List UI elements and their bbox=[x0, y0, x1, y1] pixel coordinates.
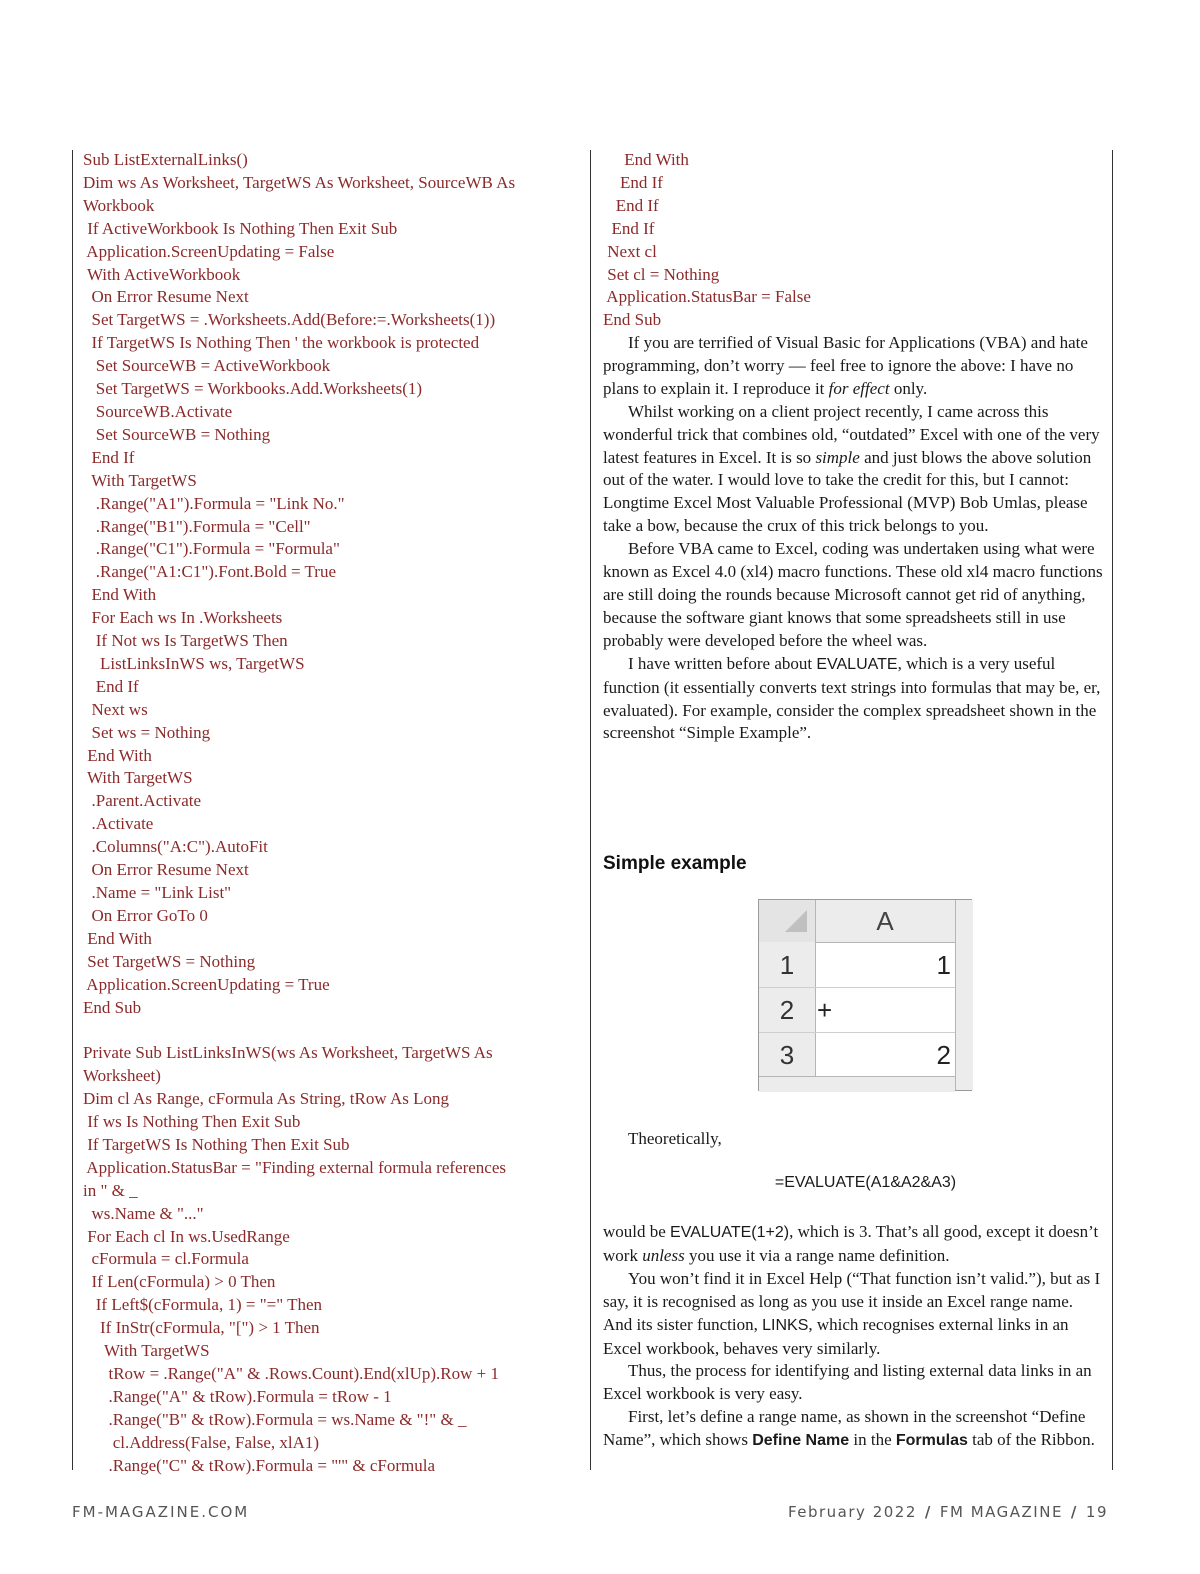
code-line: ws.Name & "..." bbox=[83, 1203, 204, 1223]
footer-page-number: 19 bbox=[1085, 1503, 1108, 1521]
code-line: .Parent.Activate bbox=[83, 791, 202, 811]
code-line: With TargetWS bbox=[83, 768, 193, 788]
code-line: On Error Resume Next bbox=[83, 860, 249, 880]
cell-a1: 1 bbox=[936, 950, 951, 980]
select-all-triangle-icon bbox=[785, 910, 807, 932]
footer-date: February 2022 bbox=[787, 1503, 917, 1521]
code-line: Worksheet) bbox=[83, 1066, 161, 1086]
code-line: Set TargetWS = Workbooks.Add.Worksheets(1) bbox=[83, 379, 423, 399]
code-line: Application.ScreenUpdating = True bbox=[83, 974, 330, 994]
footer-separator: / bbox=[924, 1503, 932, 1521]
footer-magazine: FM MAGAZINE bbox=[939, 1503, 1063, 1521]
code-line: On Error Resume Next bbox=[83, 287, 249, 307]
code-line: If ActiveWorkbook Is Nothing Then Exit Sub bbox=[83, 218, 398, 238]
row-header-1: 1 bbox=[779, 950, 795, 980]
code-line: Set SourceWB = ActiveWorkbook bbox=[83, 356, 331, 376]
code-line: .Range("A1:C1").Font.Bold = True bbox=[83, 562, 336, 582]
code-line: Workbook bbox=[83, 195, 155, 215]
excel-simple-example-screenshot bbox=[758, 899, 972, 1091]
right-column-rule bbox=[1112, 150, 1113, 1470]
code-line: Application.ScreenUpdating = False bbox=[83, 241, 335, 261]
code-line: If Left$(cFormula, 1) = "=" Then bbox=[83, 1295, 323, 1315]
paragraph-process-easy: Thus, the process for identifying and listing external data links in an Excel workbook is very easy. bbox=[603, 1361, 1092, 1404]
paragraph-links-function: You won’t find it in Excel Help (“That function isn’t valid.”), but as I say, it is recognised as long as you use it inside an Excel range name. And its sister function, LINKS, which recognises external links in an Excel workbook, behaves very similarly. bbox=[603, 1268, 1101, 1358]
row-header-2: 2 bbox=[779, 995, 795, 1025]
paragraph-xl4-history: Before VBA came to Excel, coding was undertaken using what were known as Excel 4.0 (xl4) macro functions. These old xl4 macro functions are still doing the rounds because Microsoft cannot get rid of anything, because the software giant knows that some spreadsheets still in use probably were developed before the wheel was. bbox=[603, 539, 1103, 650]
select-all-corner bbox=[759, 900, 815, 942]
gridline bbox=[759, 1032, 955, 1033]
code-line: .Activate bbox=[83, 814, 154, 834]
code-line: .Range("A1").Formula = "Link No." bbox=[83, 493, 345, 513]
evaluate-formula: =EVALUATE(A1&A2&A3) bbox=[774, 1174, 957, 1191]
code-line: End If bbox=[83, 447, 135, 467]
gridline bbox=[759, 987, 955, 988]
code-line: End With bbox=[83, 585, 157, 605]
code-line: .Range("B" & tRow).Formula = ws.Name & "!" & _ bbox=[83, 1409, 467, 1429]
code-line: End Sub bbox=[603, 310, 662, 330]
paragraph-vba-intro: If you are terrified of Visual Basic for Applications (VBA) and hate programming, don’t worry — feel free to ignore the above: I have no plans to explain it. I reproduce it for effect only. bbox=[603, 333, 1088, 398]
center-column-rule bbox=[590, 150, 591, 1470]
code-line: If TargetWS Is Nothing Then Exit Sub bbox=[83, 1134, 350, 1154]
code-line: cl.Address(False, False, xlA1) bbox=[83, 1432, 320, 1452]
code-line: If InStr(cFormula, "[") > 1 Then bbox=[83, 1318, 320, 1338]
next-column-edge bbox=[955, 900, 973, 1090]
code-line: Set cl = Nothing bbox=[603, 264, 720, 284]
code-line: For Each cl In ws.UsedRange bbox=[83, 1226, 290, 1246]
code-line: End If bbox=[603, 172, 663, 192]
paragraph-define-name: First, let’s define a range name, as shown in the screenshot “Define Name”, which shows Define Name in the Formulas tab of the Ribbon. bbox=[603, 1407, 1095, 1450]
footer-separator: / bbox=[1070, 1503, 1078, 1521]
code-line: Set TargetWS = .Worksheets.Add(Before:=.Worksheets(1)) bbox=[83, 310, 496, 330]
paragraph-client-project: Whilst working on a client project recently, I came across this wonderful trick that combines old, “outdated” Excel with one of the very latest features in Excel. It is so simple and just blows the above solution out of the water. I would love to take the credit for this, but I cannot: Longtime Excel Most Valuable Professional (MVP) Bob Umlas, please take a bow, because the crux of this trick belongs to you. bbox=[603, 401, 1100, 536]
footer-website: FM-MAGAZINE.COM bbox=[72, 1503, 250, 1521]
code-line: cFormula = cl.Formula bbox=[83, 1249, 249, 1269]
code-line: If Not ws Is TargetWS Then bbox=[83, 631, 288, 651]
code-line: .Name = "Link List" bbox=[83, 883, 232, 902]
code-line: End With bbox=[83, 928, 152, 948]
code-line: Sub ListExternalLinks() bbox=[83, 150, 248, 169]
code-line: Application.StatusBar = "Finding external formula references bbox=[83, 1157, 506, 1177]
code-line: .Columns("A:C").AutoFit bbox=[83, 837, 268, 857]
code-line: SourceWB.Activate bbox=[83, 401, 233, 421]
article-body-1 bbox=[603, 332, 1103, 745]
section-heading-simple-example: Simple example bbox=[603, 853, 747, 874]
code-line: End With bbox=[603, 150, 689, 169]
code-line: End Sub bbox=[83, 997, 142, 1017]
code-line: For Each ws In .Worksheets bbox=[83, 608, 283, 628]
code-line: Set ws = Nothing bbox=[83, 722, 211, 742]
vba-code-listing-right bbox=[603, 149, 1103, 332]
code-line: End If bbox=[83, 676, 139, 696]
code-line: ListLinksInWS ws, TargetWS bbox=[83, 653, 305, 673]
code-line: End If bbox=[603, 218, 655, 238]
code-line: Application.StatusBar = False bbox=[603, 287, 811, 307]
code-line: If Len(cFormula) > 0 Then bbox=[83, 1272, 276, 1292]
code-line: Next cl bbox=[603, 241, 657, 261]
code-line: Next ws bbox=[83, 699, 148, 719]
code-line: .Range("B1").Formula = "Cell" bbox=[83, 516, 311, 536]
code-line: End If bbox=[603, 195, 659, 215]
paragraph-evaluate-intro: I have written before about EVALUATE, which is a very useful function (it essentially converts text strings into formulas that may be, er, evaluated). For example, consider the complex spreadsheet shown in the screenshot “Simple Example”. bbox=[603, 653, 1101, 743]
column-header-a: A bbox=[876, 906, 894, 936]
paragraph-evaluate-result: would be EVALUATE(1+2), which is 3. That’s all good, except it doesn’t work unless you use it via a range name definition. bbox=[603, 1222, 1099, 1265]
code-line: With TargetWS bbox=[83, 1341, 210, 1361]
code-line: Set SourceWB = Nothing bbox=[83, 424, 271, 444]
left-column-rule bbox=[72, 150, 73, 1470]
code-line bbox=[83, 1019, 581, 1042]
row-header-3: 3 bbox=[779, 1040, 795, 1070]
code-line: .Range("C" & tRow).Formula = "'" & cFormula bbox=[83, 1455, 436, 1475]
code-line: Private Sub ListLinksInWS(ws As Worksheet, TargetWS As bbox=[83, 1043, 493, 1063]
partial-row-4 bbox=[759, 1076, 955, 1092]
cell-a2: + bbox=[817, 995, 833, 1025]
code-line: If ws Is Nothing Then Exit Sub bbox=[83, 1112, 301, 1132]
code-line: End With bbox=[83, 745, 152, 765]
code-line: Dim ws As Worksheet, TargetWS As Worksheet, SourceWB As bbox=[83, 172, 516, 192]
cell-a3: 2 bbox=[936, 1040, 951, 1070]
vba-code-listing-left bbox=[83, 149, 581, 1478]
code-line: On Error GoTo 0 bbox=[83, 905, 208, 925]
theoretically-text: Theoretically, bbox=[628, 1129, 722, 1148]
code-line: .Range("C1").Formula = "Formula" bbox=[83, 539, 340, 559]
code-line: .Range("A" & tRow).Formula = tRow - 1 bbox=[83, 1386, 392, 1406]
code-line: Set TargetWS = Nothing bbox=[83, 951, 256, 971]
article-body-2 bbox=[603, 1221, 1103, 1453]
code-line: tRow = .Range("A" & .Rows.Count).End(xlUp).Row + 1 bbox=[83, 1364, 500, 1384]
code-line: If TargetWS Is Nothing Then ' the workbook is protected bbox=[83, 333, 480, 353]
code-line: With TargetWS bbox=[83, 470, 197, 490]
code-line: in " & _ bbox=[83, 1180, 138, 1200]
code-line: Dim cl As Range, cFormula As String, tRow As Long bbox=[83, 1089, 449, 1109]
code-line: With ActiveWorkbook bbox=[83, 264, 241, 284]
footer-issue-info bbox=[788, 1503, 1108, 1521]
